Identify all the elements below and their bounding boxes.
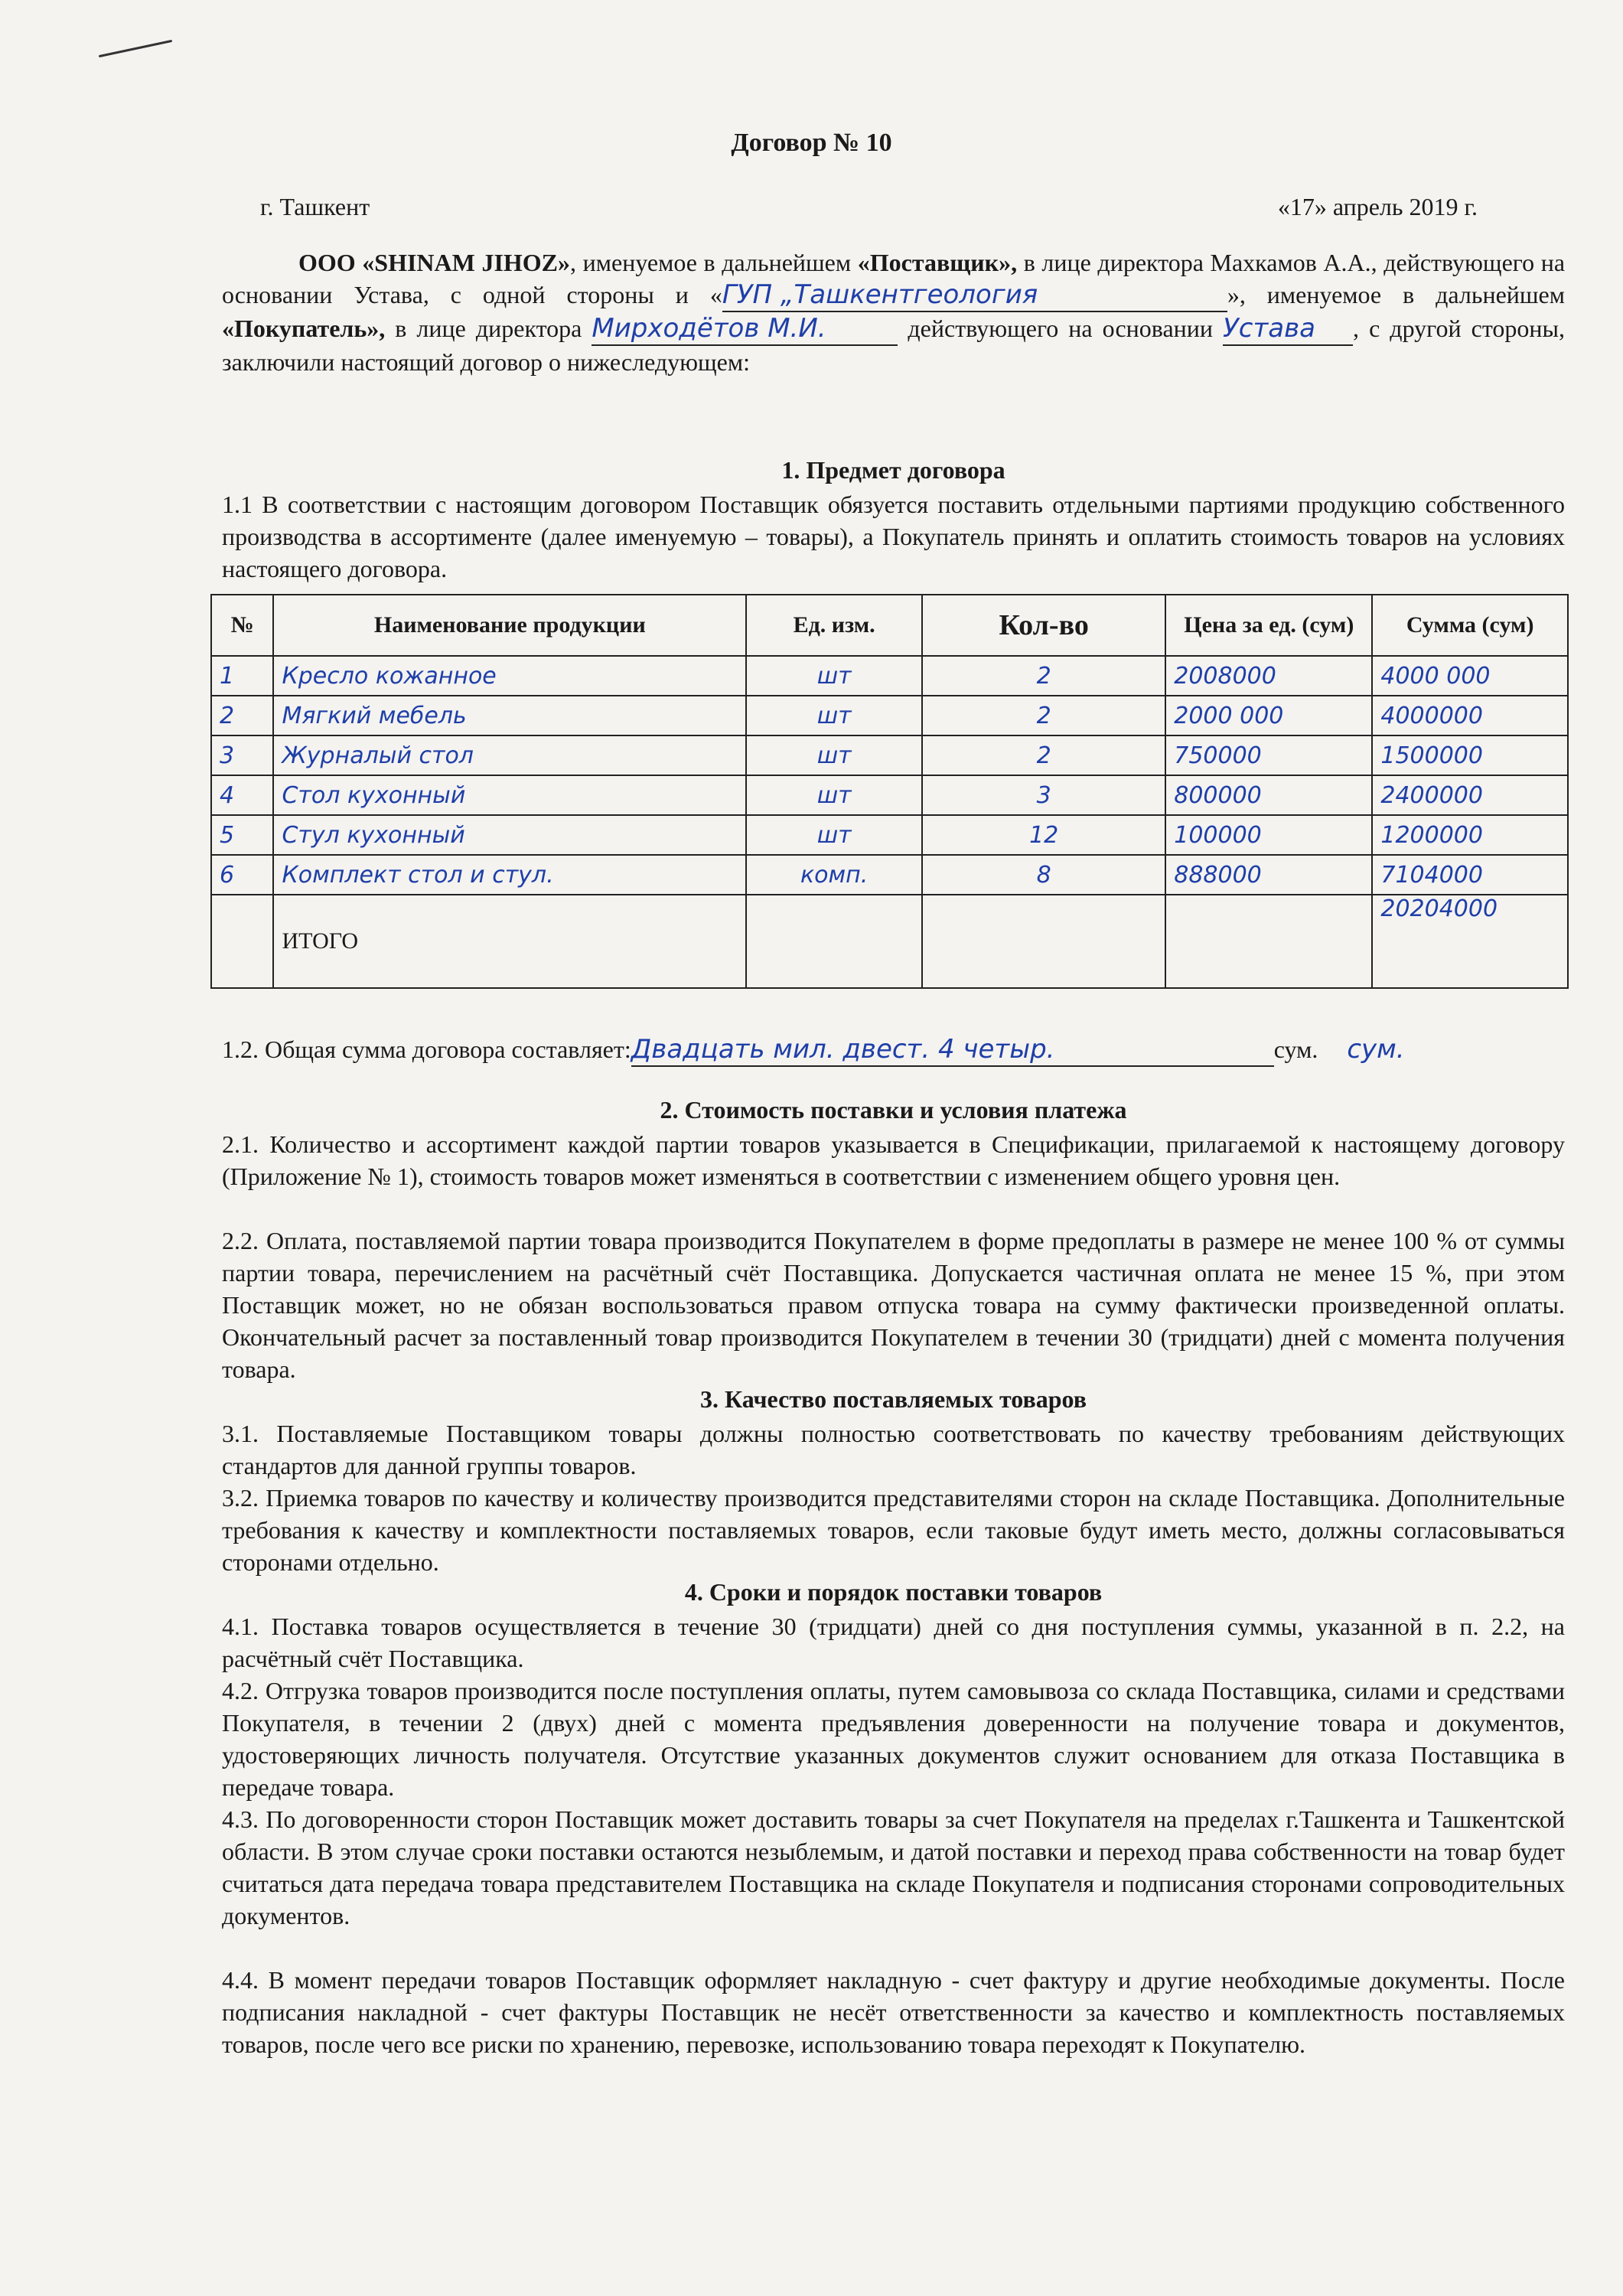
contract-city: г. Ташкент (260, 193, 370, 220)
row-unit: шт (746, 735, 922, 775)
row-sum: 4000 000 (1372, 656, 1568, 696)
row-price: 888000 (1165, 855, 1372, 895)
row-sum: 1200000 (1372, 815, 1568, 855)
row-number: 1 (211, 656, 273, 696)
col-qty-header: Кол-во (922, 595, 1165, 656)
row-product-name: Журналый стол (273, 735, 746, 775)
currency-label: сум. (1273, 1035, 1318, 1063)
clause-4-3: 4.3. По договоренности сторон Поставщик может доставить товары за счет Покупателя на пределах г.Ташкента и Ташкентской области. В этом случае сроки поставки остаются незыблемым, и датой поставки и переход права собственности на товар будет считаться дата передача товара представителем Поставщика на складе Покупателя и подписания сторонами сопроводительных документов. (222, 1805, 1565, 1929)
row-product-name: Комплект стол и стул. (273, 855, 746, 895)
row-number: 3 (211, 735, 273, 775)
total-empty-cell (922, 895, 1165, 988)
total-row (211, 895, 1568, 988)
section-2-heading: 2. Стоимость поставки и условия платежа (660, 1096, 1127, 1124)
row-price: 100000 (1165, 815, 1372, 855)
clause-3-2: 3.2. Приемка товаров по качеству и количеству производится представителями сторон на складе Поставщика. Дополнительные требования к качеству и комплектности поставляемых товаров, если таковые будут иметь место, должны согласовываться сторонами отдельно. (222, 1484, 1565, 1576)
table-row (211, 775, 1568, 815)
row-number: 2 (211, 696, 273, 735)
section-1-heading: 1. Предмет договора (781, 456, 1005, 484)
preamble (222, 246, 1565, 378)
preamble-text: , с другой стороны, заключили настоящий договор о нижеследующем: (222, 315, 1565, 376)
clause-4-4: 4.4. В момент передачи товаров Поставщик оформляет накладную - счет фактуру и другие необходимые документы. После подписания накладной - счет фактуры Поставщик не несёт ответственности за качество и комплектность поставляемых товаров, после чего все риски по хранению, перевозке, использованию товара переходят к Покупателю. (222, 1966, 1565, 2058)
preamble-text: , именуемое в дальнейшем (570, 249, 858, 276)
row-sum: 4000000 (1372, 696, 1568, 735)
row-qty: 2 (922, 735, 1165, 775)
row-sum: 1500000 (1372, 735, 1568, 775)
row-qty: 3 (922, 775, 1165, 815)
row-product-name: Кресло кожанное (273, 656, 746, 696)
row-unit: шт (746, 775, 922, 815)
row-number: 4 (211, 775, 273, 815)
col-sum-header: Сумма (сум) (1372, 595, 1568, 656)
row-sum: 7104000 (1372, 855, 1568, 895)
clause-3-1: 3.1. Поставляемые Поставщиком товары должны полностью соответствовать по качеству требованиям действующих стандартов для данной группы товаров. (222, 1420, 1565, 1479)
table-row (211, 656, 1568, 696)
clause-2-2: 2.2. Оплата, поставляемой партии товара производится Покупателем в форме предоплаты в размере не менее 100 % от суммы партии товара, перечислением на расчётный счёт Поставщика. Допускается частичная оплата не менее 15 %, при этом Поставщик может, но не обязан воспользоваться правом отпуска товара на сумму фактически произведенной оплаты. Окончательный расчет за поставленный товар производится Покупателем в течении 30 (тридцати) дней с момента получения товара. (222, 1227, 1565, 1383)
row-qty: 2 (922, 656, 1165, 696)
row-price: 750000 (1165, 735, 1372, 775)
section-4-heading: 4. Сроки и порядок поставки товаров (684, 1578, 1103, 1606)
clause-4-2: 4.2. Отгрузка товаров производится после поступления оплаты, путем самовывоза со склада Поставщика, силами и средствами Покупателя, в течении 2 (двух) дней с момента предъявления доверенности на получение товара и документов, удостоверяющих личность получателя. Отсутствие указанных документов служит основанием для отказа Поставщика в передаче товара. (222, 1677, 1565, 1801)
row-number: 5 (211, 815, 273, 855)
buyer-role: «Покупатель», (222, 315, 386, 342)
clause-2-1: 2.1. Количество и ассортимент каждой партии товаров указывается в Спецификации, прилагаемой к настоящему договору (Приложение № 1), стоимость товаров может изменяться в соответствии с изменением общего уровня цен. (222, 1130, 1565, 1190)
row-qty: 8 (922, 855, 1165, 895)
supplier-role: «Поставщик», (857, 249, 1018, 276)
org-form: ООО (298, 249, 356, 276)
total-empty-cell (211, 895, 273, 988)
basis-field: Устава (1223, 312, 1353, 346)
total-empty-cell (746, 895, 922, 988)
col-name-header: Наименование продукции (273, 595, 746, 656)
total-value: 20204000 (1372, 895, 1568, 988)
row-product-name: Мягкий мебель (273, 696, 746, 735)
contract-date: «17» апрель 2019 г. (1277, 193, 1478, 220)
col-price-header: Цена за ед. (сум) (1165, 595, 1372, 656)
preamble-text: в лице директора Махкамов А.А., действующего на основании Устава, с одной стороны и « (222, 249, 1566, 308)
preamble-text: действующего на основании (898, 315, 1224, 342)
table-row (211, 696, 1568, 735)
table-row (211, 855, 1568, 895)
total-amount-words: Двадцать мил. двест. 4 четыр. (631, 1033, 1274, 1067)
col-unit-header: Ед. изм. (746, 595, 922, 656)
clause-1-1: 1.1 В соответствии с настоящим договором Поставщик обязуется поставить отдельными партиями продукцию собственного производства в ассортименте (далее именуемую – товары), а Покупатель принять и оплатить стоимость товаров на условиях настоящего договора. (222, 491, 1565, 582)
section-3-heading: 3. Качество поставляемых товаров (699, 1385, 1087, 1413)
col-number-header: № (211, 595, 273, 656)
document-title: Договор № 10 (731, 129, 892, 157)
buyer-name-field: ГУП „Ташкентгеология (722, 279, 1227, 312)
row-product-name: Стол кухонный (273, 775, 746, 815)
preamble-text: в лице директора (385, 315, 592, 342)
buyer-director-field: Мирходётов М.И. (592, 312, 898, 346)
table-row (211, 735, 1568, 775)
row-price: 2008000 (1165, 656, 1372, 696)
clause-4-1: 4.1. Поставка товаров осуществляется в течение 30 (тридцати) дней со дня поступления суммы, указанной в п. 2.2, на расчётный счёт Поставщика. (222, 1613, 1565, 1672)
table-row (211, 815, 1568, 855)
row-price: 2000 000 (1165, 696, 1372, 735)
row-sum: 2400000 (1372, 775, 1568, 815)
total-empty-cell (1165, 895, 1372, 988)
row-unit: комп. (746, 855, 922, 895)
specification-table (210, 594, 1569, 989)
row-unit: шт (746, 696, 922, 735)
row-unit: шт (746, 815, 922, 855)
row-number: 6 (211, 855, 273, 895)
row-price: 800000 (1165, 775, 1372, 815)
row-product-name: Стул кухонный (273, 815, 746, 855)
total-label: ИТОГО (273, 895, 746, 988)
clause-1-2 (222, 1033, 1565, 1067)
row-unit: шт (746, 656, 922, 696)
row-qty: 12 (922, 815, 1165, 855)
row-qty: 2 (922, 696, 1165, 735)
scan-pen-mark (99, 40, 172, 57)
table-header-row (211, 595, 1568, 656)
preamble-text: », именуемое в дальнейшем (1227, 281, 1566, 308)
currency-handwritten: сум. (1347, 1034, 1405, 1065)
clause-1-2-prefix: 1.2. Общая сумма договора составляет: (222, 1035, 631, 1063)
supplier-name: «SHINAM JIHOZ» (362, 249, 571, 276)
